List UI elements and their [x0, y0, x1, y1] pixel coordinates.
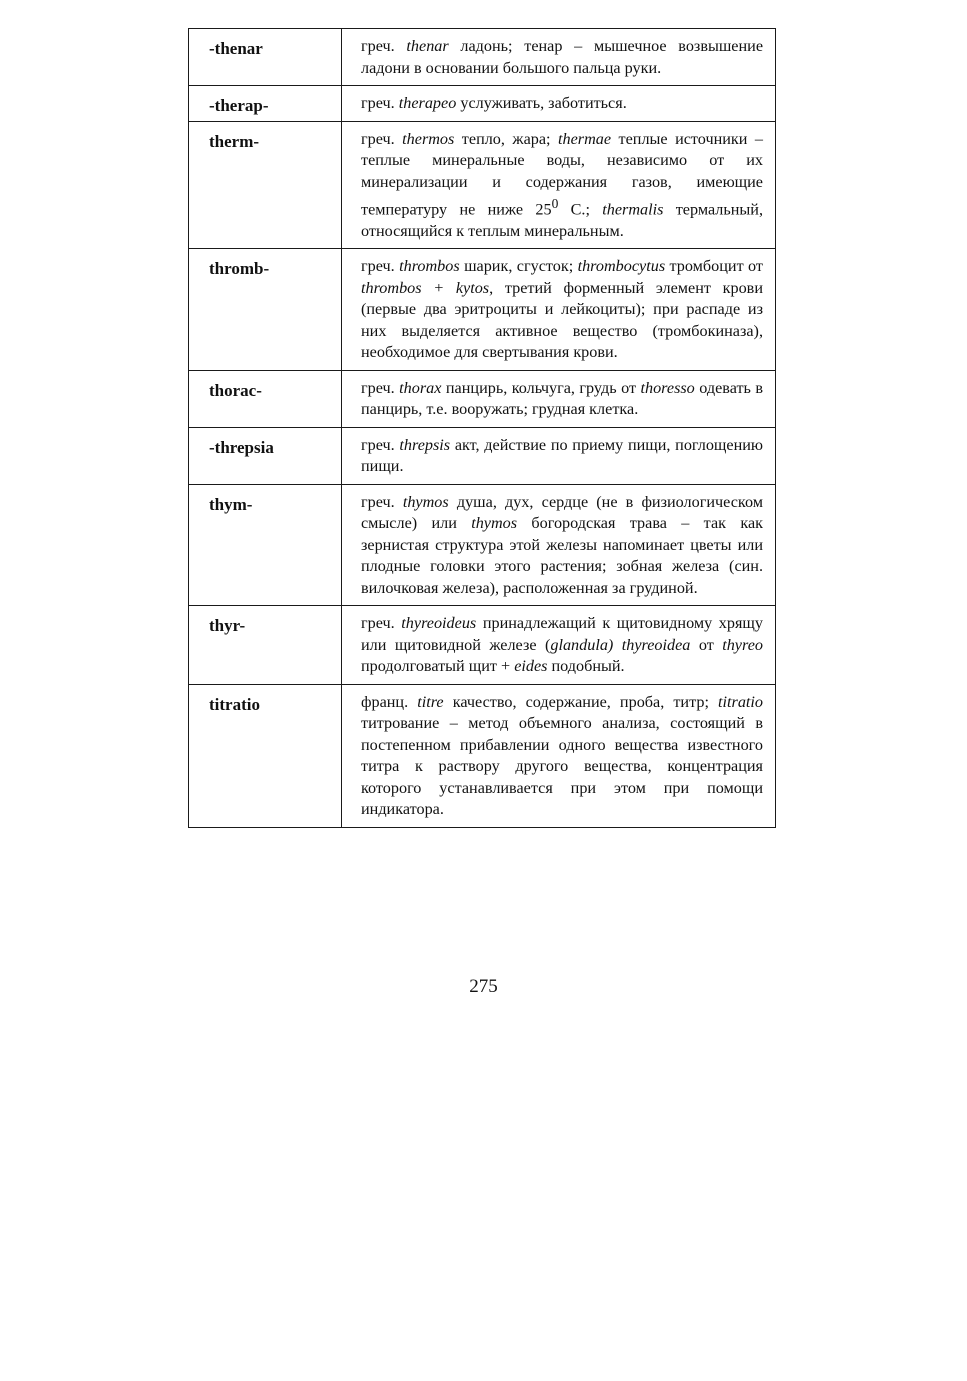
- latin-term: thoresso: [640, 378, 695, 397]
- latin-term: thymos: [471, 514, 518, 533]
- latin-term: thrombos: [399, 257, 460, 276]
- latin-term: thrombocytus: [577, 257, 666, 276]
- latin-term: thermos: [402, 129, 455, 148]
- definition-text: титрование – метод объемного анализа, состоящий в постепенном прибавлении одного вещества известного титра к раствору другого вещества, концентрация которого устанавливается при этом при помощи индикатора.: [361, 714, 763, 819]
- definition-text: греч.: [361, 614, 402, 633]
- definition-text: греч.: [361, 378, 400, 397]
- latin-term: thymos: [402, 492, 449, 511]
- latin-term: thermae: [558, 129, 612, 148]
- glossary-term: -threpsia: [189, 427, 342, 484]
- definition-text: греч.: [361, 37, 407, 55]
- glossary-definition: [342, 121, 776, 249]
- glossary-row: [189, 370, 776, 427]
- glossary-term: thym-: [189, 484, 342, 606]
- latin-term: therapeo: [398, 94, 457, 112]
- definition-text: богородская трава – так как зернистая структура этой железы напоминает цветы или плодные головки этого растения; зобная железа (син. вилочковая железа), расположенная за грудиной.: [361, 514, 763, 597]
- definition-text: от: [690, 635, 723, 654]
- glossary-row: [189, 86, 776, 122]
- definition-text: шарик, сгусток;: [459, 257, 578, 276]
- glossary-table: [188, 28, 776, 828]
- glossary-term: thromb-: [189, 249, 342, 371]
- definition-text: продолговатый щит +: [361, 657, 515, 676]
- glossary-definition: [342, 86, 776, 122]
- glossary-row: [189, 29, 776, 86]
- definition-text: ладонь; тенар – мышечное возвышение ладони в основании большого пальца руки.: [361, 37, 764, 77]
- definition-text: принадлежащий к щитовидному хрящу или щитовидной железе (: [361, 614, 763, 654]
- glossary-term: therm-: [189, 121, 342, 249]
- latin-term: glandula) thyreoidea: [550, 635, 691, 654]
- glossary-definition: [342, 484, 776, 606]
- glossary-row: [189, 484, 776, 606]
- glossary-definition: [342, 606, 776, 685]
- definition-text: одевать в панцирь, т.е. вооружать; грудная клетка.: [361, 378, 764, 419]
- glossary-term: thyr-: [189, 606, 342, 685]
- definition-text: греч.: [361, 94, 399, 112]
- definition-text: греч.: [361, 492, 403, 511]
- definition-text: качество, содержание, проба, титр;: [443, 692, 719, 711]
- glossary-term: -thenar: [189, 29, 342, 86]
- definition-text: С.;: [558, 200, 603, 219]
- glossary-row: [189, 684, 776, 827]
- definition-text: греч.: [361, 435, 400, 454]
- glossary-definition: [342, 427, 776, 484]
- glossary-definition: [342, 249, 776, 371]
- latin-term: titratio: [718, 692, 764, 711]
- definition-text: франц.: [361, 692, 418, 711]
- definition-text: душа, дух, сердце (не в физиологическом смысле) или: [361, 492, 763, 533]
- definition-text: , третий форменный элемент крови (первые два эритроциты и лейкоциты); при распаде из них выделяется активное вещество (тромбокиназа), необходимое для свертывания крови.: [361, 278, 763, 362]
- glossary-rows: [189, 29, 776, 828]
- definition-text: теплые источники – теплые минеральные воды, независимо от их минерализации и содержания газов, имеющие температуру не ниже 25: [361, 129, 764, 219]
- latin-term: eides: [514, 657, 548, 676]
- definition-text: греч.: [361, 129, 403, 148]
- latin-term: threpsis: [399, 435, 451, 454]
- latin-term: thorax: [399, 378, 442, 397]
- page-number: 275: [469, 976, 498, 997]
- definition-text: услуживать, заботиться.: [456, 94, 627, 112]
- glossary-term: thorac-: [189, 370, 342, 427]
- definition-text: тромбоцит от: [665, 257, 763, 276]
- definition-text: греч.: [361, 257, 400, 276]
- latin-term: thyreo: [722, 635, 763, 654]
- latin-term: thenar: [406, 37, 449, 55]
- glossary-definition: [342, 370, 776, 427]
- glossary-row: [189, 606, 776, 685]
- latin-term: titre: [417, 692, 444, 711]
- glossary-definition: [342, 684, 776, 827]
- definition-text: термальный, относящийся к теплым минеральным.: [361, 200, 764, 240]
- glossary-term: titratio: [189, 684, 342, 827]
- glossary-definition: [342, 29, 776, 86]
- glossary-row: [189, 249, 776, 371]
- definition-text: подобный.: [547, 657, 625, 676]
- glossary-row: [189, 427, 776, 484]
- glossary-row: [189, 121, 776, 249]
- definition-text: акт, действие по приему пищи, поглощению пищи.: [361, 435, 763, 476]
- latin-term: thermalis: [602, 200, 664, 219]
- glossary-term: -therap-: [189, 86, 342, 122]
- latin-term: thyreoideus: [401, 614, 477, 633]
- superscript-text: 0: [551, 196, 559, 211]
- definition-text: тепло, жара;: [454, 129, 559, 148]
- definition-text: панцирь, кольчуга, грудь от: [441, 378, 641, 397]
- latin-term: thrombos + kytos: [361, 278, 490, 297]
